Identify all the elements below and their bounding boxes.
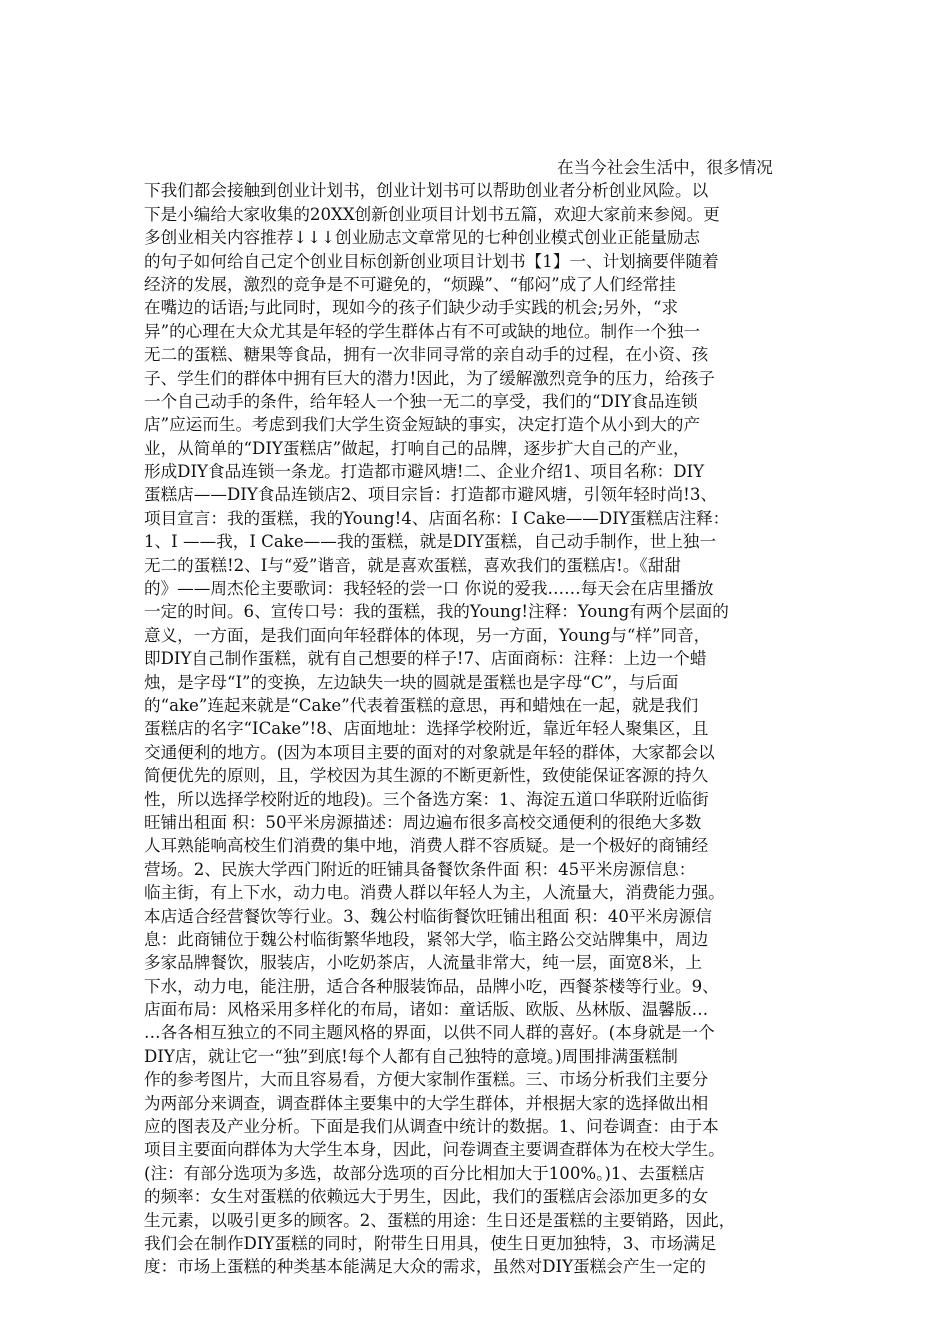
text-line: 在嘴边的话语;与此同时，现如今的孩子们缺少动手实践的机会;另外，“求 — [144, 298, 679, 318]
document-body — [144, 156, 806, 1279]
text-line: 蛋糕店——DIY食品连锁店2、项目宗旨：打造都市避风塘，引领年轻时尚!3、 — [144, 485, 718, 505]
text-line: 蛋糕店的名字“ICake”!8、店面地址：选择学校附近，靠近年轻人聚集区，且 — [144, 719, 709, 739]
text-line: 的“ake”连起来就是“Cake”代表着蛋糕的意思，再和蜡烛在一起，就是我们 — [144, 695, 699, 715]
text-line: 本店适合经营餐饮等行业。3、魏公村临街餐饮旺铺出租面 积：40平米房源信 — [144, 906, 712, 926]
text-line: 旺铺出租面 积：50平米房源描述：周边遍布很多高校交通便利的很绝大多数 — [144, 812, 702, 832]
text-line: (注：有部分选项为多选，故部分选项的百分比相加大于100%。)1、去蛋糕店 — [144, 1163, 705, 1183]
text-line: 无二的蛋糕!2、I与“爱”谐音，就是喜欢蛋糕，喜欢我们的蛋糕店!。《甜甜 — [144, 555, 681, 575]
text-line: 项目主要面向群体为大学生本身，因此，问卷调查主要调查群体为在校大学生。 — [144, 1140, 725, 1160]
text-line: 1、I ——我，I Cake——我的蛋糕，就是DIY蛋糕，自己动手制作，世上独一 — [144, 532, 717, 552]
text-line: 多家品牌餐饮，服装店，小吃奶茶店，人流量非常大，纯一层，面宽8米，上 — [144, 953, 703, 973]
text-line: 度：市场上蛋糕的种类基本能满足大众的需求，虽然对DIY蛋糕会产生一定的 — [144, 1257, 706, 1277]
text-line: 经济的发展，激烈的竞争是不可避免的，“烦躁”、“郁闷”成了人们经常挂 — [144, 274, 676, 294]
text-line: 异”的心理在大众尤其是年轻的学生群体占有不可或缺的地位。制作一个独一 — [144, 321, 701, 341]
text-line: 意义，一方面，是我们面向年轻群体的体现，另一方面，Young与“样”同音， — [144, 625, 711, 645]
text-line: 店”应运而生。考虑到我们大学生资金短缺的事实，决定打造个从小到大的产 — [144, 415, 701, 435]
text-line: 的频率：女生对蛋糕的依赖远大于男生，因此，我们的蛋糕店会添加更多的女 — [144, 1187, 709, 1207]
text-line: 生元素，以吸引更多的顾客。2、蛋糕的用途：生日还是蛋糕的主要销路，因此， — [144, 1210, 736, 1230]
text-line: 店面布局：风格采用多样化的布局，诸如：童话版、欧版、丛林版、温馨版… — [144, 1000, 709, 1020]
text-line: 临主街，有上下水，动力电。消费人群以年轻人为主，人流量大，消费能力强。 — [144, 883, 725, 903]
text-line: 营场。2、民族大学西门附近的旺铺具备餐饮条件面 积：45平米房源信息： — [144, 859, 696, 879]
text-line: 下水，动力电，能注册，适合各种服装饰品，品牌小吃，西餐茶楼等行业。9、 — [144, 976, 719, 996]
text-line: 子、学生们的群体中拥有巨大的潜力!因此，为了缓解激烈竞争的压力，给孩子 — [144, 368, 715, 388]
text-line: 的》——周杰伦主要歌词：我轻轻的尝一口 你说的爱我……每天会在店里播放 — [144, 579, 714, 599]
text-line: 应的图表及产业分析。下面是我们从调查中统计的数据。1、问卷调查：由于本 — [144, 1117, 719, 1137]
text-line: DIY店，就让它一“独”到底!每个人都有自己独特的意境。)周围排满蛋糕制 — [144, 1046, 678, 1066]
text-line: 作的参考图片，大而且容易看，方便大家制作蛋糕。三、市场分析我们主要分 — [144, 1070, 709, 1090]
text-line: 一个自己动手的条件，给年轻人一个独一无二的享受，我们的“DIY食品连锁 — [144, 391, 698, 411]
text-line: 人耳熟能响高校生们消费的集中地，消费人群不容质疑。是一个极好的商铺经 — [144, 836, 709, 856]
text-line: 无二的蛋糕、糖果等食品，拥有一次非同寻常的亲自动手的过程，在小资、孩 — [144, 345, 709, 365]
text-line: 多创业相关内容推荐↓↓↓创业励志文章常见的七种创业模式创业正能量励志 — [144, 228, 701, 248]
text-line: 烛，是字母“I”的变换，左边缺失一块的圆就是蛋糕也是字母“C”，与后面 — [144, 672, 679, 692]
text-line: 项目宣言：我的蛋糕，我的Young!4、店面名称：I Cake——DIY蛋糕店注释： — [144, 508, 730, 528]
text-line: 息：此商铺位于魏公村临街繁华地段，紧邻大学，临主路公交站牌集中，周边 — [144, 929, 709, 949]
text-line: 为两部分来调查，调查群体主要集中的大学生群体，并根据大家的选择做出相 — [144, 1093, 709, 1113]
text-line: 下我们都会接触到创业计划书，创业计划书可以帮助创业者分析创业风险。以 — [144, 181, 709, 201]
text-line: 形成DIY食品连锁一条龙。打造都市避风塘!二、企业介绍1、项目名称：DIY — [144, 462, 705, 482]
text-line: …各各相互独立的不同主题风格的界面，以供不同人群的喜好。(本身就是一个 — [144, 1023, 715, 1043]
text-line: 我们会在制作DIY蛋糕的同时，附带生日用具，使生日更加独特，3、市场满足 — [144, 1233, 717, 1253]
text-line: 性，所以选择学校附近的地段)。三个备选方案：1、海淀五道口华联附近临街 — [144, 789, 709, 809]
text-line: 即DIY自己制作蛋糕，就有自己想要的样子!7、店面商标：注释：上边一个蜡 — [144, 649, 707, 669]
text-line: 交通便利的地方。(因为本项目主要的面对的对象就是年轻的群体，大家都会以 — [144, 742, 715, 762]
text-line: 业，从简单的“DIY蛋糕店”做起，打响自己的品牌，逐步扩大自己的产业， — [144, 438, 690, 458]
text-line: 在当今社会生活中，很多情况 — [557, 158, 773, 177]
text-line: 简便优先的原则，且，学校因为其生源的不断更新性，致使能保证客源的持久 — [144, 766, 709, 786]
text-line: 的句子如何给自己定个创业目标创新创业项目计划书【1】一、计划摘要伴随着 — [144, 251, 719, 271]
text-line: 一定的时间。6、宣传口号：我的蛋糕，我的Young!注释：Young有两个层面的 — [144, 602, 729, 622]
text-line: 下是小编给大家收集的20XX创新创业项目计划书五篇，欢迎大家前来参阅。更 — [144, 204, 720, 224]
